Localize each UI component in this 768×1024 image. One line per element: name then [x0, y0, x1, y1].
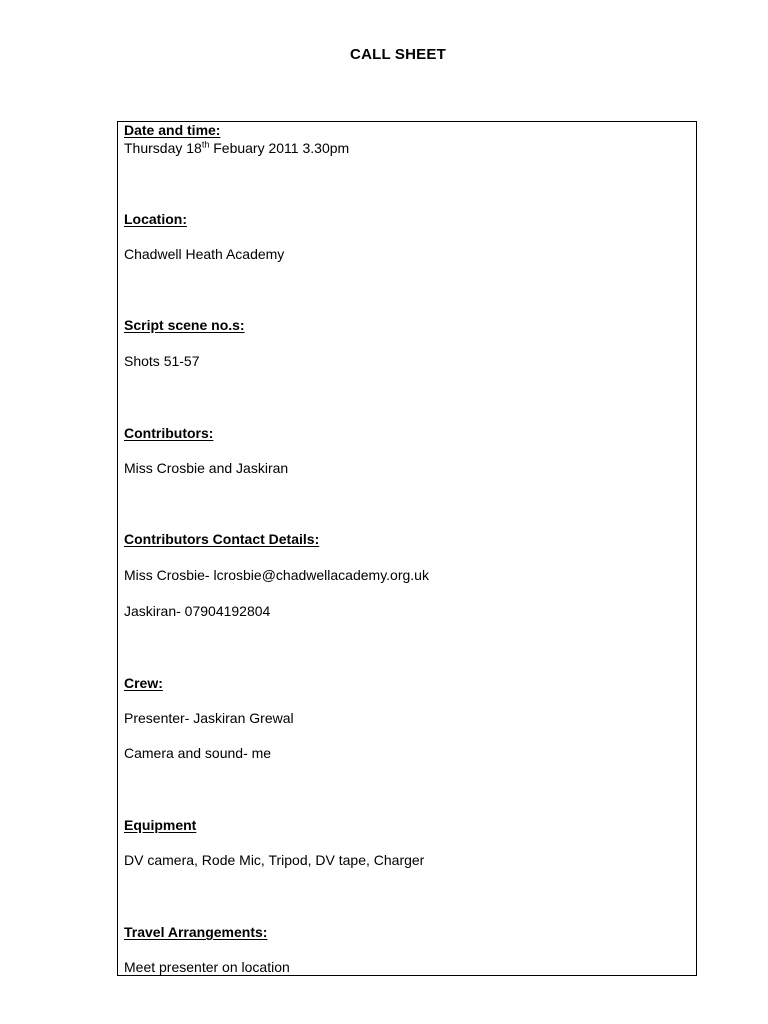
location-heading: Location:	[124, 211, 187, 227]
crew-heading: Crew:	[124, 675, 163, 691]
date-ordinal-suffix: th	[201, 139, 210, 150]
page-title: CALL SHEET	[350, 46, 446, 63]
crew-line-camera: Camera and sound- me	[124, 745, 272, 761]
script-scene-heading: Script scene no.s:	[124, 317, 245, 333]
contact-details-heading: Contributors Contact Details:	[124, 531, 320, 547]
contributors-heading: Contributors:	[124, 425, 214, 441]
contributors-value: Miss Crosbie and Jaskiran	[124, 460, 289, 476]
date-day: Thursday 18	[124, 140, 202, 156]
crew-line-presenter: Presenter- Jaskiran Grewal	[124, 710, 294, 726]
date-time-value	[124, 140, 349, 156]
travel-value: Meet presenter on location	[124, 959, 290, 975]
contact-line-jaskiran: Jaskiran- 07904192804	[124, 603, 271, 619]
travel-heading: Travel Arrangements:	[124, 924, 268, 940]
date-time-heading: Date and time:	[124, 122, 221, 138]
contact-line-crosbie: Miss Crosbie- lcrosbie@chadwellacademy.org.uk	[124, 567, 429, 583]
equipment-value: DV camera, Rode Mic, Tripod, DV tape, Charger	[124, 852, 425, 868]
equipment-heading: Equipment	[124, 817, 197, 833]
location-value: Chadwell Heath Academy	[124, 246, 285, 262]
date-rest: Febuary 2011 3.30pm	[209, 140, 350, 156]
script-scene-value: Shots 51-57	[124, 353, 200, 369]
